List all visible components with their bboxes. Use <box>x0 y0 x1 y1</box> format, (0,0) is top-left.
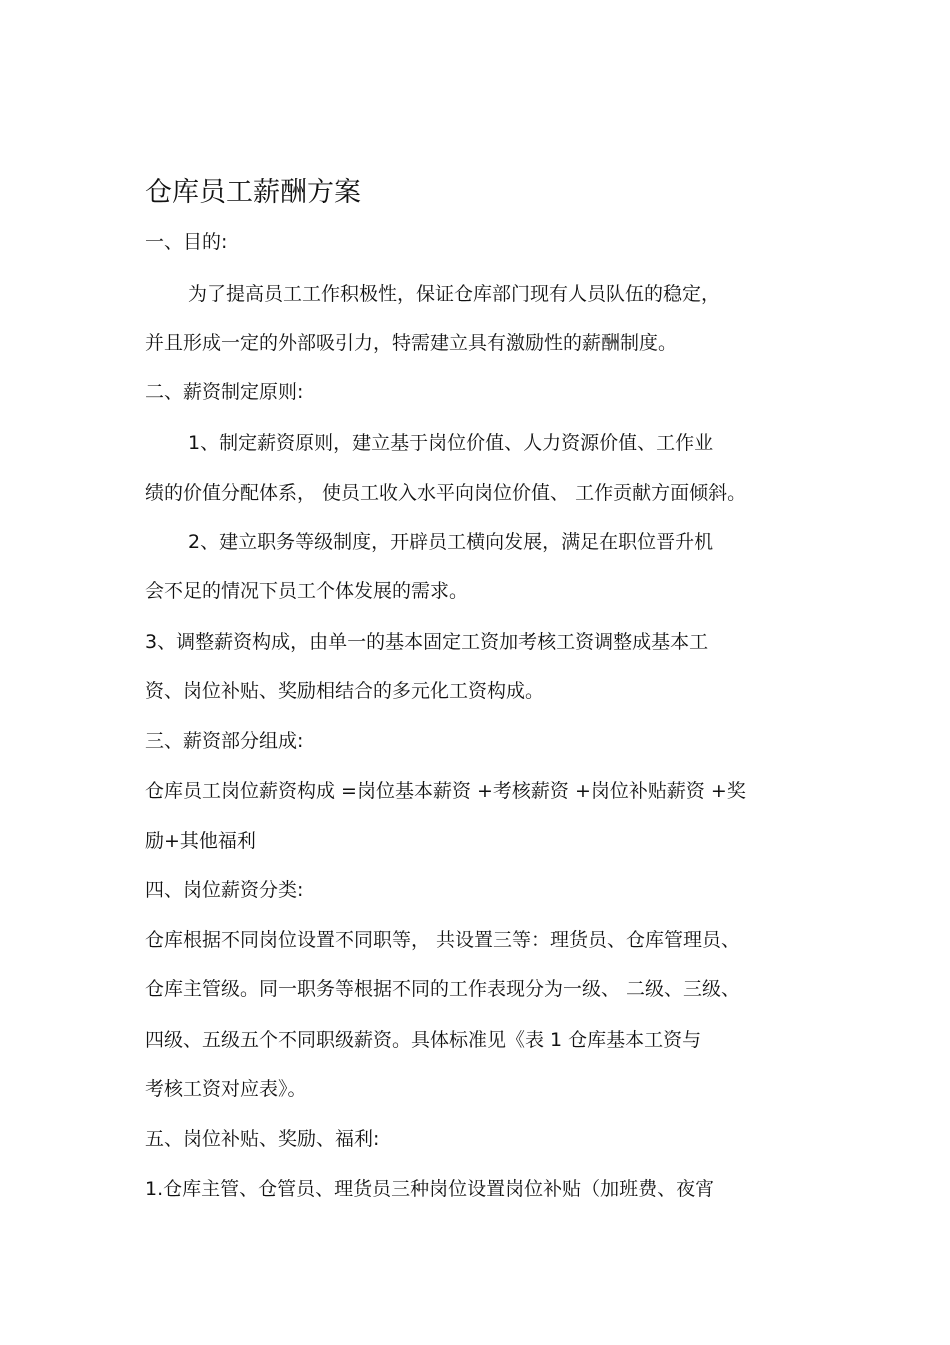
paragraph-line: 1、制定薪资原则，建立基于岗位价值、人力资源价值、工作业 <box>188 432 714 454</box>
paragraph-line: 2、建立职务等级制度，开辟员工横向发展，满足在职位晋升机 <box>188 531 714 553</box>
section-heading-classification: 四、岗位薪资分类: <box>145 879 304 901</box>
paragraph-line: 四级、五级五个不同职级薪资。具体标准见《表 1 仓库基本工资与 <box>145 1029 702 1051</box>
section-heading-allowances: 五、岗位补贴、奖励、福利: <box>145 1128 380 1150</box>
paragraph-line: 绩的价值分配体系， 使员工收入水平向岗位价值、 工作贡献方面倾斜。 <box>145 482 747 504</box>
paragraph-line: 考核工资对应表》。 <box>145 1078 307 1100</box>
paragraph-line: 并且形成一定的外部吸引力，特需建立具有激励性的薪酬制度。 <box>145 332 678 354</box>
paragraph-line: 仓库主管级。同一职务等根据不同的工作表现分为一级、 二级、三级、 <box>145 978 741 1000</box>
section-heading-composition: 三、薪资部分组成: <box>145 730 304 752</box>
paragraph-line: 仓库员工岗位薪资构成 =岗位基本薪资 +考核薪资 +岗位补贴薪资 +奖 <box>145 780 746 802</box>
paragraph-line: 为了提高员工工作积极性，保证仓库部门现有人员队伍的稳定， <box>188 283 721 305</box>
paragraph-line: 1.仓库主管、仓管员、理货员三种岗位设置岗位补贴（加班费、夜宵 <box>145 1178 715 1200</box>
paragraph-line: 会不足的情况下员工个体发展的需求。 <box>145 580 469 602</box>
paragraph-line: 3、调整薪资构成，由单一的基本固定工资加考核工资调整成基本工 <box>145 631 709 653</box>
paragraph-line: 励+其他福利 <box>145 830 256 852</box>
paragraph-line: 资、岗位补贴、奖励相结合的多元化工资构成。 <box>145 680 545 702</box>
paragraph-line: 仓库根据不同岗位设置不同职等， 共设置三等：理货员、仓库管理员、 <box>145 929 741 951</box>
section-heading-purpose: 一、目的: <box>145 231 228 253</box>
document-title: 仓库员工薪酬方案 <box>145 177 361 208</box>
section-heading-principles: 二、薪资制定原则: <box>145 381 304 403</box>
